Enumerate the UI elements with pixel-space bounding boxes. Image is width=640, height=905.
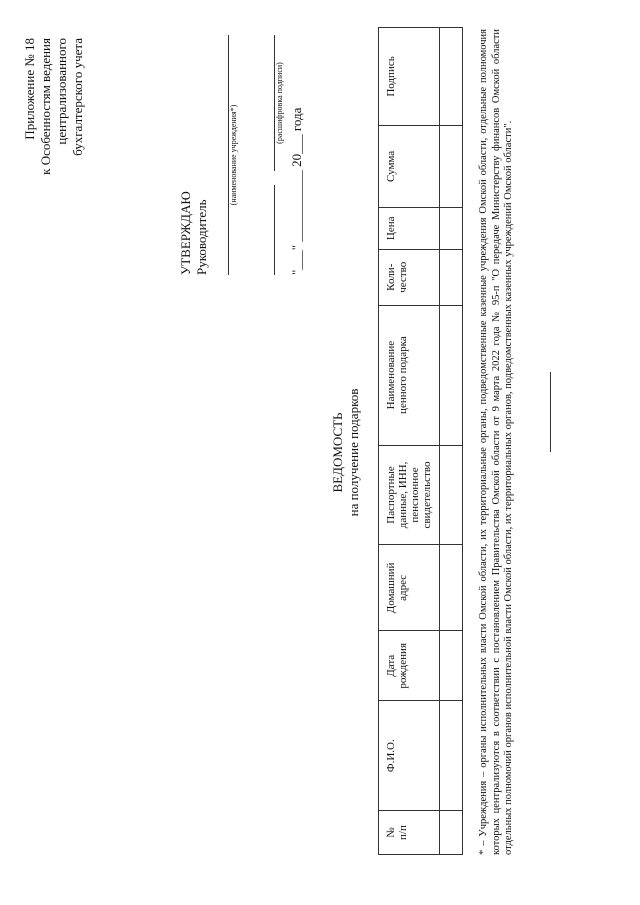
header-home-address: Домашний адрес — [379, 545, 440, 631]
header-signature: Подпись — [379, 28, 440, 126]
approval-block — [178, 35, 305, 275]
document-title — [330, 0, 362, 905]
footnote: * – Учреждения – органы исполнительных власти Омской области, их территориальные органы, подведомственные казенные учреждения Омской области, отдельные полномочия которых централизуются в соответствии с постановлением Правительства Омской области от 9 марта 2022 года № 95-п "О передаче Министерству финансов Омской области отдельных полномочий органов исполнительной власти Омской области, их территориальных органов, подведомственных казенных учреждений Омской области". — [478, 29, 514, 855]
appendix-line: централизованного — [54, 38, 69, 145]
appendix-header — [22, 38, 86, 175]
appendix-line: к Особенностям ведения — [38, 38, 53, 175]
signature-decoding-line — [258, 35, 275, 171]
title-sub: на получение подарков — [346, 388, 361, 517]
table-header-row — [379, 28, 440, 855]
gift-register-table — [378, 27, 463, 855]
appendix-line: бухгалтерского учета — [70, 38, 85, 156]
header-quantity: Коли- чество — [379, 249, 440, 305]
institution-caption: (наименование учреждения*) — [229, 104, 238, 206]
approval-date: "___" ___________ 20___ года — [289, 107, 304, 275]
institution-line — [210, 35, 229, 275]
approve-heading: УТВЕРЖДАЮ — [178, 191, 193, 275]
appendix-line: Приложение № 18 — [22, 38, 37, 140]
signature-caption-row — [275, 35, 285, 275]
footnote-separator — [550, 372, 551, 452]
title-main: ВЕДОМОСТЬ — [330, 412, 345, 493]
signature-caption: (расшифровка подписи) — [275, 62, 284, 144]
signature-line — [258, 185, 275, 275]
header-passport-data: Паспортные данные, ИНН, пенсионное свидетельство — [379, 445, 440, 545]
header-number: № п/п — [379, 811, 440, 855]
header-gift-name: Наименование ценного подарка — [379, 305, 440, 445]
approve-position: Руководитель — [194, 199, 209, 275]
header-price: Цена — [379, 207, 440, 249]
header-full-name: Ф.И.О. — [379, 701, 440, 811]
table-row — [440, 28, 463, 855]
signature-row — [257, 35, 275, 275]
header-birth-date: Дата рождения — [379, 631, 440, 701]
header-sum: Сумма — [379, 125, 440, 207]
